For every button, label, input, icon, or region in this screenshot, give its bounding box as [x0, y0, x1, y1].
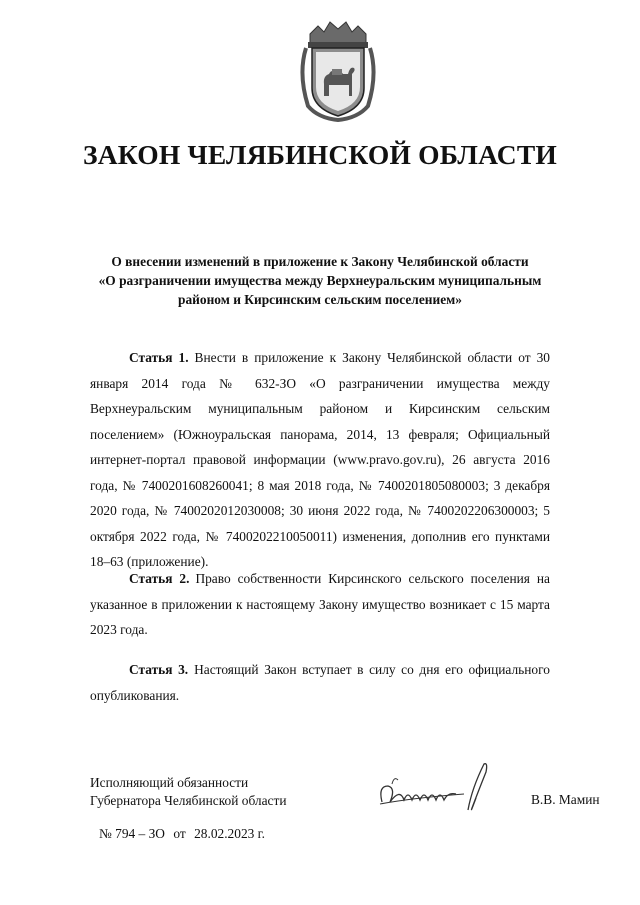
signature-icon — [372, 758, 502, 818]
article-text: Право собственности Кирсинского сельского поселения на указанное в приложении к настоящему Закону имущество возникает с 15 марта 2023 года. — [90, 571, 550, 637]
subject-line: О внесении изменений в приложение к Закону Челябинской области — [111, 254, 529, 269]
law-subject — [90, 252, 550, 309]
registration-line — [99, 826, 265, 842]
article-text: Внести в приложение к Закону Челябинской области от 30 января 2014 года № 632-ЗО «О разграничении имущества между Верхнеуральским муниципальным районом и Кирсинским сельским поселением» (Южноуральская панорама, 2014, 13 февраля; Официальный интернет-портал правовой информации (www.pravo.gov.ru), 26 августа 2016 года, № 7400201608260041; 8 мая 2018 года, № 7400201805080003; 3 декабря 2020 года, № 7400202012030008; 30 июня 2022 года, № 7400202206300003; 5 октября 2022 года, № 7400202210050011) изменения, дополнив его пунктами 18–63 (приложение). — [90, 350, 550, 569]
signer-position-line: Исполняющий обязанности — [90, 775, 249, 790]
law-date: 28.02.2023 г. — [194, 826, 266, 841]
article-2 — [90, 566, 550, 643]
subject-line: районом и Кирсинским сельским поселением» — [178, 292, 462, 307]
article-text: Настоящий Закон вступает в силу со дня его официального опубликования. — [90, 662, 550, 703]
law-title: ЗАКОН ЧЕЛЯБИНСКОЙ ОБЛАСТИ — [83, 139, 557, 170]
coat-of-arms-icon — [296, 14, 380, 124]
article-label: Статья 2. — [129, 571, 190, 586]
article-label: Статья 1. — [129, 350, 189, 365]
signer-name: В.В. Мамин — [531, 792, 600, 807]
signer-position-line: Губернатора Челябинской области — [90, 793, 287, 808]
article-1 — [90, 345, 550, 575]
law-number: № 794 – ЗО — [99, 826, 165, 841]
article-3 — [90, 657, 550, 708]
article-label: Статья 3. — [129, 662, 189, 677]
signer-position — [90, 774, 287, 810]
from-word: от — [173, 826, 186, 841]
subject-line: «О разграничении имущества между Верхнеуральским муниципальным — [98, 273, 542, 288]
